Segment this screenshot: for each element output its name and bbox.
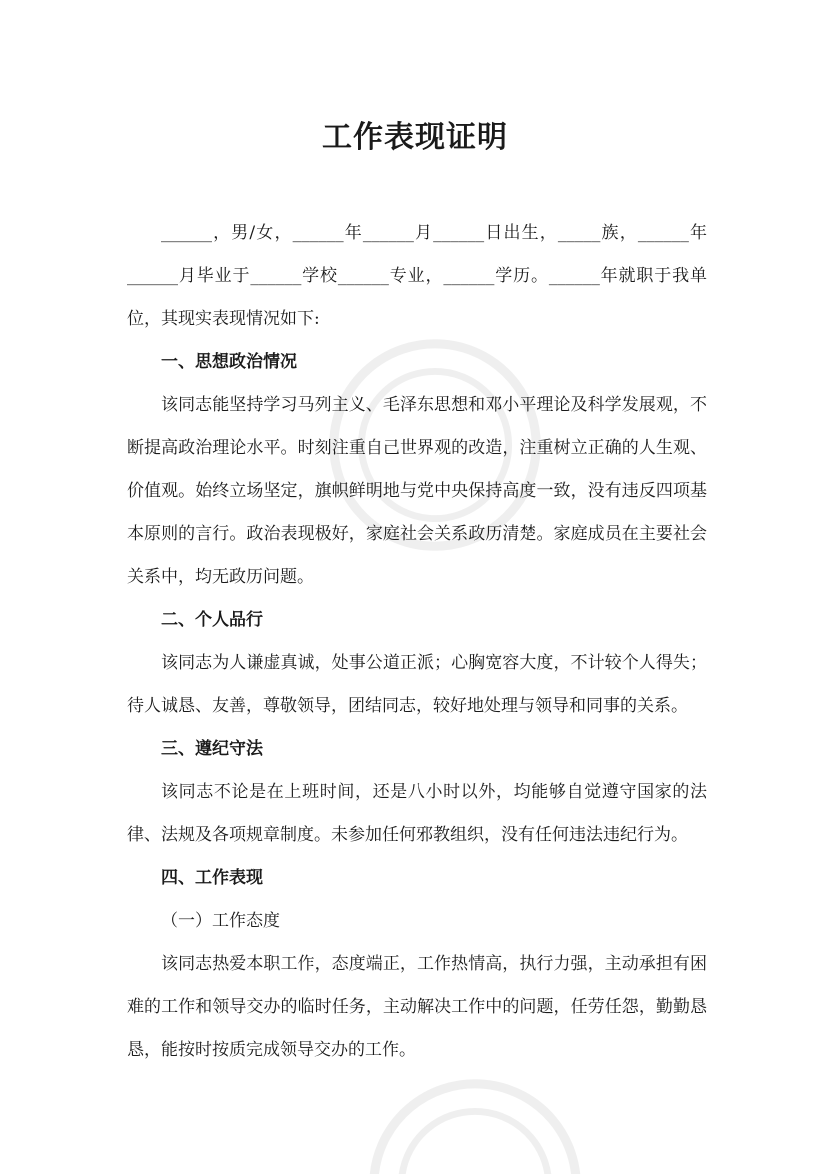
section-heading-political: 一、思想政治情况 [161, 352, 297, 372]
section-paragraph-character: 该同志为人谦虚真诚，处事公道正派；心胸宽容大度，不计较个人得失；待人诚恳、友善，尊敬领导，团结同志，较好地处理与领导和同事的关系。 [127, 653, 707, 716]
section-paragraph-discipline: 该同志不论是在上班时间，还是八小时以外，均能够自觉遵守国家的法律、法规及各项规章制度。未参加任何邪教组织，没有任何违法违纪行为。 [127, 782, 707, 845]
section-paragraph-attitude: 该同志热爱本职工作，态度端正，工作热情高，执行力强，主动承担有困难的工作和领导交办的临时任务，主动解决工作中的问题，任劳任怨，勤勤恳恳，能按时按质完成领导交办的工作。 [127, 954, 707, 1060]
section-heading-character: 二、个人品行 [161, 610, 263, 630]
document-title: 工作表现证明 [322, 120, 508, 155]
section-heading-discipline: 三、遵纪守法 [161, 739, 263, 759]
section-paragraph-political: 该同志能坚持学习马列主义、毛泽东思想和邓小平理论及科学发展观，不断提高政治理论水平。时刻注重自己世界观的改造，注重树立正确的人生观、价值观。始终立场坚定，旗帜鲜明地与党中央保持高度一致，没有违反四项基本原则的言行。政治表现极好，家庭社会关系政历清楚。家庭成员在主要社会关系中，均无政历问题。 [127, 395, 707, 587]
section-subheading-attitude: （一）工作态度 [161, 911, 280, 931]
intro-paragraph: ______，男/女，______年______月______日出生，_____族，______年______月毕业于______学校______专业，______学历。______年就职于我单位，其现实表现情况如下: [127, 223, 707, 329]
section-heading-work: 四、工作表现 [161, 868, 263, 888]
document-body [127, 212, 707, 1072]
